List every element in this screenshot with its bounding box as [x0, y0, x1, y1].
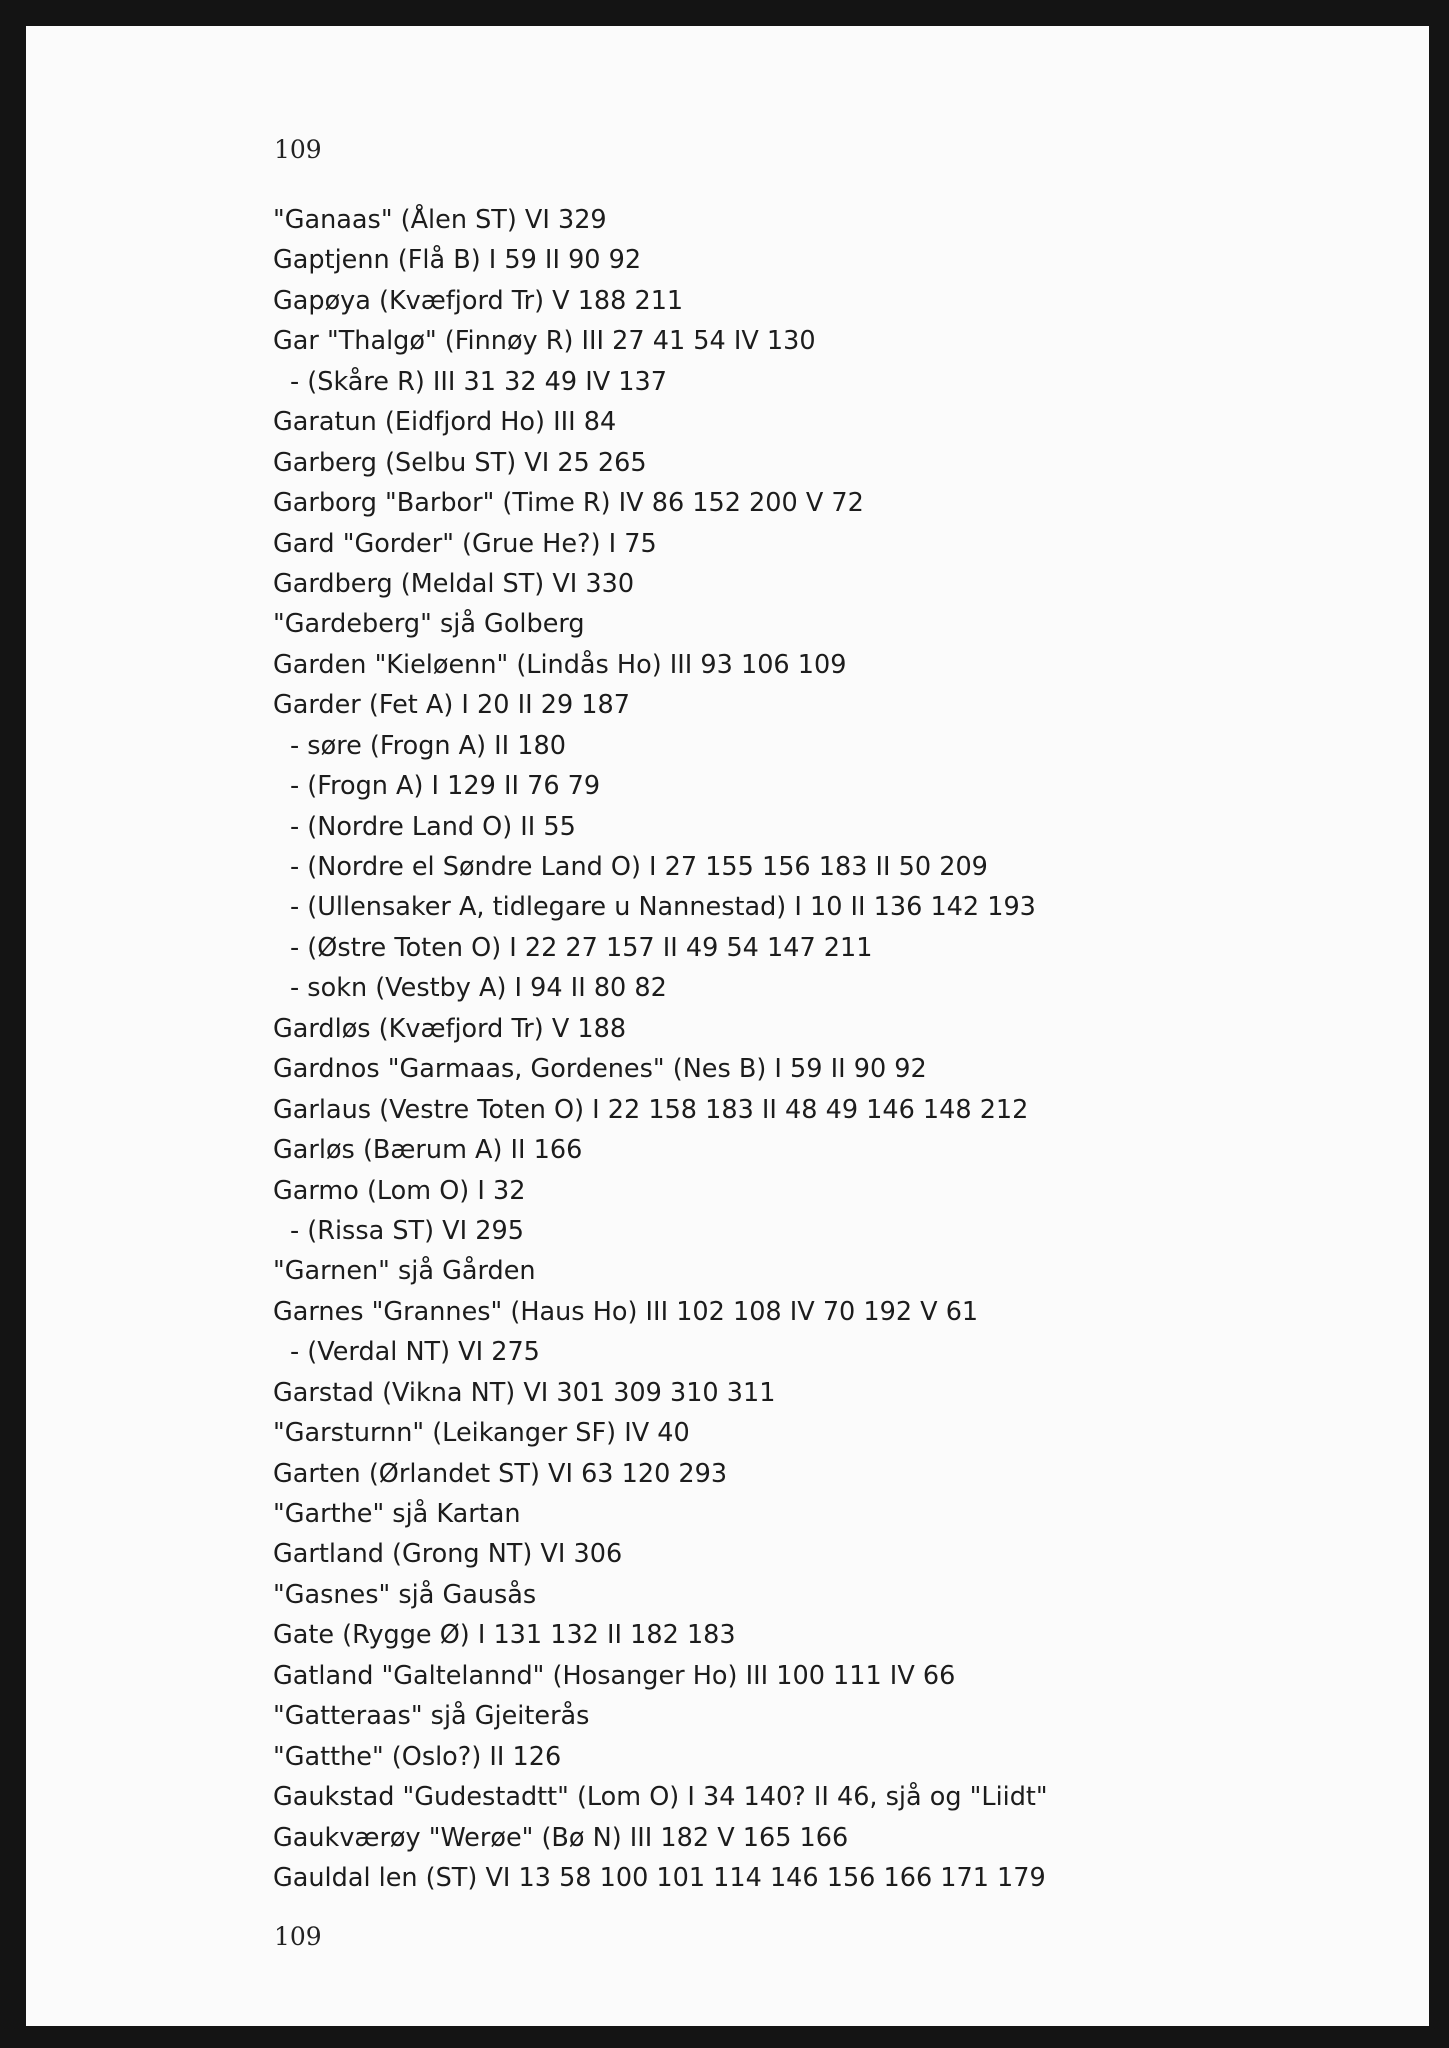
index-entry: Gartland (Grong NT) VI 306	[273, 1539, 623, 1570]
index-subentry: - (Verdal NT) VI 275	[290, 1337, 540, 1368]
index-subentry: - (Nordre Land O) II 55	[290, 811, 576, 842]
index-entry: Garten (Ørlandet ST) VI 63 120 293	[273, 1458, 728, 1489]
index-subentry: - (Rissa ST) VI 295	[290, 1215, 524, 1246]
index-entry: Gar "Thalgø" (Finnøy R) III 27 41 54 IV 130	[273, 326, 816, 357]
index-entry: Garder (Fet A) I 20 II 29 187	[273, 690, 630, 721]
index-entry: Gardberg (Meldal ST) VI 330	[273, 568, 635, 599]
index-entry: Gardløs (Kvæfjord Tr) V 188	[273, 1013, 627, 1044]
index-entry: "Ganaas" (Ålen ST) VI 329	[273, 205, 607, 235]
index-entry: "Garnen" sjå Gården	[273, 1256, 536, 1287]
index-entry: Gatland "Galtelannd" (Hosanger Ho) III 100 111 IV 66	[273, 1660, 956, 1691]
index-entry: Gapøya (Kvæfjord Tr) V 188 211	[273, 285, 684, 316]
index-subentry: - (Frogn A) I 129 II 76 79	[290, 771, 601, 802]
index-entry: "Garthe" sjå Kartan	[273, 1499, 521, 1529]
index-subentry: - (Ullensaker A, tidlegare u Nannestad) I 10 II 136 142 193	[290, 892, 1036, 923]
index-entry-list	[273, 200, 1048, 1898]
index-entry: "Garsturnn" (Leikanger SF) IV 40	[273, 1418, 690, 1449]
index-entry: Gaukværøy "Werøe" (Bø N) III 182 V 165 166	[273, 1822, 849, 1853]
index-subentry: - (Østre Toten O) I 22 27 157 II 49 54 147 211	[290, 932, 873, 963]
index-entry: Gauldal len (ST) VI 13 58 100 101 114 146 156 166 171 179	[273, 1862, 1046, 1893]
index-subentry: - (Nordre el Søndre Land O) I 27 155 156 183 II 50 209	[290, 852, 988, 882]
index-entry: Gard "Gorder" (Grue He?) I 75	[273, 528, 657, 559]
index-entry: Gaukstad "Gudestadtt" (Lom O) I 34 140? II 46, sjå og "Liidt"	[273, 1782, 1048, 1813]
index-entry: "Gatteraas" sjå Gjeiterås	[273, 1701, 590, 1732]
index-entry: Gardnos "Garmaas, Gordenes" (Nes B) I 59 II 90 92	[273, 1054, 927, 1085]
index-entry: Garatun (Eidfjord Ho) III 84	[273, 407, 617, 438]
index-entry: "Gasnes" sjå Gausås	[273, 1579, 537, 1610]
page-number-top: 109	[274, 135, 322, 164]
index-entry: Garden "Kieløenn" (Lindås Ho) III 93 106 109	[273, 649, 847, 680]
index-entry: Garmo (Lom O) I 32	[273, 1175, 526, 1206]
index-entry: "Gardeberg" sjå Golberg	[273, 609, 585, 640]
index-entry: Garnes "Grannes" (Haus Ho) III 102 108 IV 70 192 V 61	[273, 1296, 979, 1327]
index-entry: Garlaus (Vestre Toten O) I 22 158 183 II 48 49 146 148 212	[273, 1094, 1029, 1125]
index-subentry: - sokn (Vestby A) I 94 II 80 82	[290, 973, 667, 1004]
index-entry: "Gatthe" (Oslo?) II 126	[273, 1741, 562, 1772]
index-subentry: - (Skåre R) III 31 32 49 IV 137	[290, 366, 667, 397]
page-number-bottom: 109	[274, 1922, 322, 1951]
index-entry: Garborg "Barbor" (Time R) IV 86 152 200 V 72	[273, 488, 864, 519]
index-entry: Gaptjenn (Flå B) I 59 II 90 92	[273, 245, 642, 276]
index-entry: Garberg (Selbu ST) VI 25 265	[273, 447, 647, 478]
index-entry: Gate (Rygge Ø) I 131 132 II 182 183	[273, 1620, 736, 1651]
index-entry: Garløs (Bærum A) II 166	[273, 1135, 583, 1166]
index-subentry: - søre (Frogn A) II 180	[290, 730, 566, 761]
index-entry: Garstad (Vikna NT) VI 301 309 310 311	[273, 1377, 776, 1408]
